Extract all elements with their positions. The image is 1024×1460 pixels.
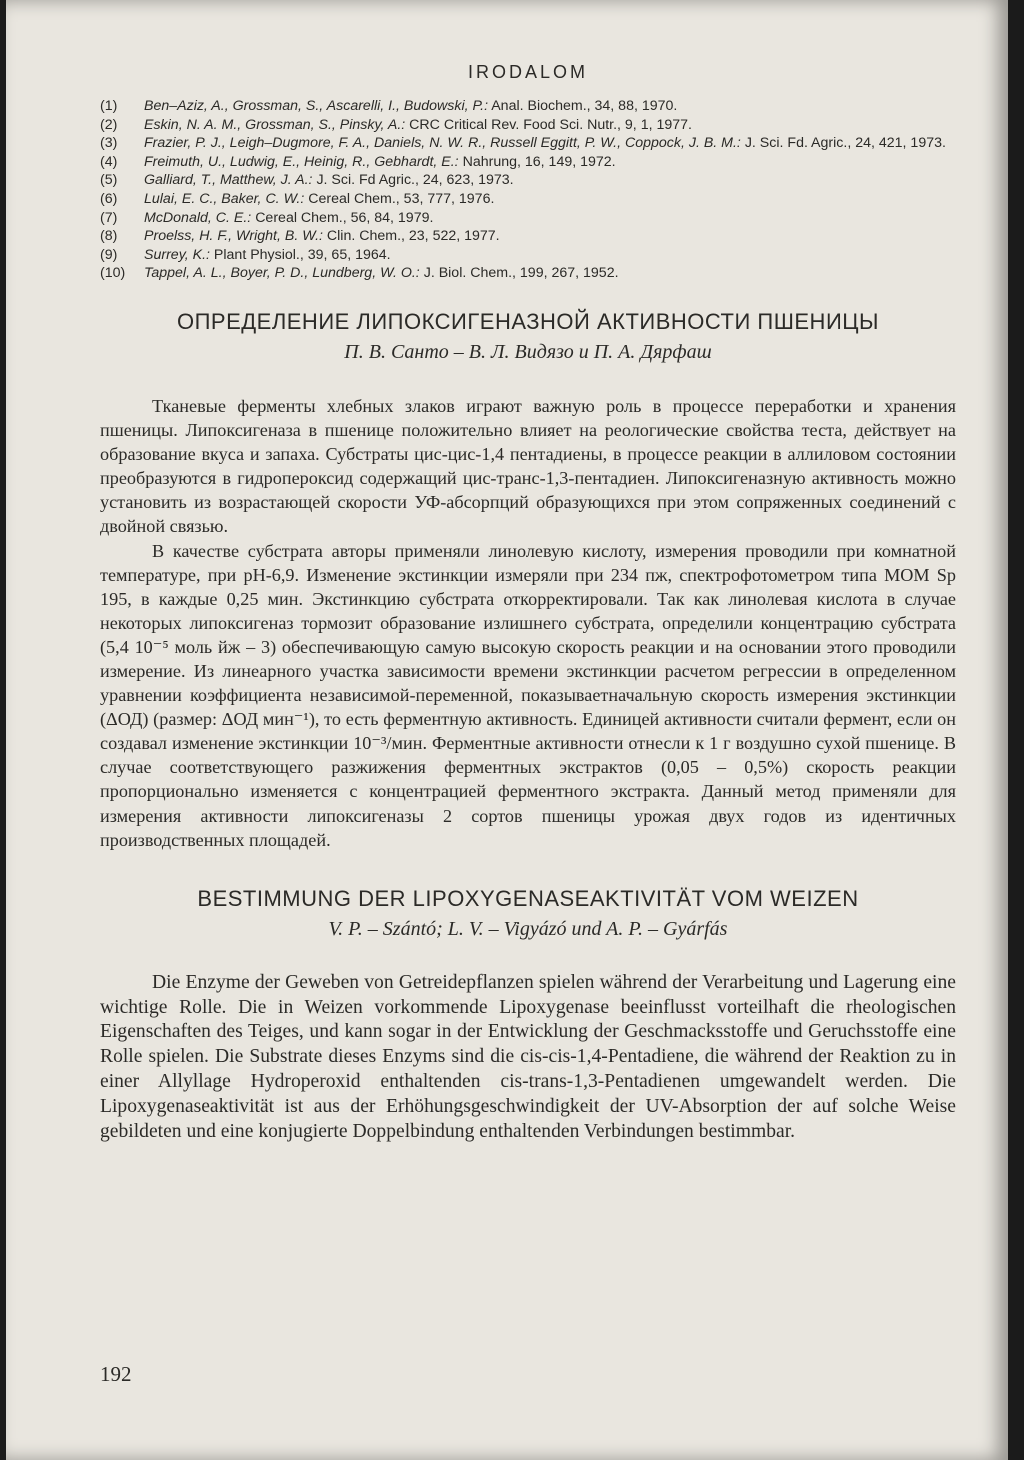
reference-authors: Ben–Aziz, A., Grossman, S., Ascarelli, I., Budowski, P.: — [144, 98, 489, 114]
german-paragraph-1: Die Enzyme der Geweben von Getreidepflanzen spielen während der Verarbeitung und Lagerung eine wichtige Rolle. Die in Weizen vorkommende Lipoxygenase beeinflusst vorteilhaft die rheologischen Eigenschaften des Teiges, und kann sogar in der Entwicklung der Geschmacksstoffe und Geruchsstoffe eine Rolle spielen. Die Substrate dieses Enzyms sind die cis-cis-1,4-Pentadiene, die während der Reaktion zu in einer Allyllage Hydroperoxid enthaltenden cis-trans-1,3-Pentadienen umgewandelt werden. Die Lipoxygenaseaktivität ist aus der Erhöhungsgeschwindigkeit der UV-Absorption der auf solche Weise gebildeten und eine konjugierte Doppelbindung enthaltenden Verbindungen bestimmbar. — [100, 971, 956, 1142]
reference-item — [100, 116, 956, 135]
german-summary — [100, 886, 956, 1145]
reference-authors: Lulai, E. C., Baker, C. W.: — [144, 190, 305, 207]
reference-source: Clin. Chem., 23, 522, 1977. — [326, 228, 500, 245]
reference-item — [100, 264, 956, 283]
german-title: BESTIMMUNG DER LIPOXYGENASEAKTIVITÄT VOM WEIZEN — [197, 885, 859, 911]
russian-title: ОПРЕДЕЛЕНИЕ ЛИПОКСИГЕНАЗНОЙ АКТИВНОСТИ ПШЕНИЦЫ — [176, 308, 880, 334]
reference-item — [100, 153, 956, 172]
russian-paragraph-1: Тканевые ферменты хлебных злаков играют важную роль в процессе переработки и хранения пшеницы. Липоксигеназа в пшенице положительно влияет на реологические свойства теста, действует на образование вкуса и запаха. Субстраты цис-цис-1,4 пентадиены, в процессе реакции в аллиловом состоянии преобразуются в гидропероксид содержащий цис-транс-1,3-пентадиен. Липоксигеназную активность можно установить из возрастающей скорости УФ-абсорпций образующихся при этом сопряженных соединений с двойной связью. — [100, 395, 956, 537]
russian-paragraph-2: В качестве субстрата авторы применяли линолевую кислоту, измерения проводили при комнатной температуре, при pH-6,9. Изменение экстинкции измеряли при 234 пж, спектрофотометром типа МОМ Sp 195, в каждые 0,25 мин. Экстинкцию субстрата откорректировали. Так как линолевая кислота в случае некоторых липоксигеназ тормозит образование излишнего субстрата, определили концентрацию субстрата (5,4 10⁻⁵ моль йж – 3) обеспечивающую самую высокую скорость реакции и на основании этого проводили измерение. Из линеарного участка зависимости времени экстинкции расчетом регрессии в определенном уравнении коэффициента независимой-переменной, показываетначальную скорость измерения экстинкции (ΔОД) (размер: ΔОД мин⁻¹), то есть ферментную активность. Единицей активности считали фермент, если он создавал изменение экстинкции 10⁻³/мин. Ферментные активности отнесли к 1 г воздушно сухой пшенице. В случае соответствующего разжижения ферментных экстрактов (0,05 – 0,5%) скорость реакции пропорционально изменяется с концентрацией ферментного экстракта. Данный метод применяли для измерения активности липоксигеназы 2 сортов пшеницы урожая двух годов из идентичных производственных площадей. — [100, 540, 956, 850]
reference-source: J. Sci. Fd. Agric., 24, 421, 1973. — [744, 135, 946, 152]
reference-source: J. Sci. Fd Agric., 24, 623, 1973. — [316, 172, 514, 189]
running-head: IRODALOM — [467, 62, 588, 82]
reference-authors: Surrey, K.: — [144, 246, 210, 263]
reference-number: (7) — [100, 209, 118, 226]
reference-source: J. Biol. Chem., 199, 267, 1952. — [423, 265, 619, 282]
page-number: 192 — [100, 1362, 132, 1386]
reference-source: Anal. Biochem., 34, 88, 1970. — [491, 98, 678, 114]
reference-number: (3) — [100, 135, 118, 152]
reference-list — [100, 97, 956, 283]
reference-item — [100, 246, 956, 265]
reference-item — [100, 134, 956, 153]
reference-item — [100, 97, 956, 116]
reference-number: (8) — [100, 228, 118, 245]
reference-source: Cereal Chem., 56, 84, 1979. — [255, 209, 434, 226]
reference-number: (6) — [100, 190, 118, 207]
reference-authors: Galliard, T., Matthew, J. A.: — [144, 172, 313, 189]
reference-number: (9) — [100, 246, 118, 263]
german-byline: V. P. – Szántó; L. V. – Vigyázó und A. P. – Gyárfás — [328, 917, 728, 940]
reference-number: (4) — [100, 153, 118, 170]
russian-summary — [100, 309, 956, 852]
reference-number: (1) — [100, 98, 118, 114]
reference-item — [100, 190, 956, 209]
reference-item — [100, 227, 956, 246]
reference-item — [100, 171, 956, 190]
reference-authors: McDonald, C. E.: — [144, 209, 252, 226]
reference-item — [100, 209, 956, 228]
reference-number: (2) — [100, 116, 118, 133]
document-page — [6, 0, 1008, 1460]
reference-source: CRC Critical Rev. Food Sci. Nutr., 9, 1, 1977. — [409, 116, 692, 133]
reference-number: (10) — [100, 265, 126, 282]
reference-authors: Eskin, N. A. M., Grossman, S., Pinsky, A.: — [144, 116, 406, 133]
reference-authors: Proelss, H. F., Wright, B. W.: — [144, 228, 323, 245]
reference-authors: Freimuth, U., Ludwig, E., Heinig, R., Gebhardt, E.: — [144, 153, 459, 170]
reference-source: Nahrung, 16, 149, 1972. — [462, 153, 616, 170]
reference-source: Plant Physiol., 39, 65, 1964. — [213, 246, 391, 263]
reference-source: Cereal Chem., 53, 777, 1976. — [308, 190, 495, 207]
page-content — [100, 62, 956, 1144]
reference-authors: Tappel, A. L., Boyer, P. D., Lundberg, W. O.: — [144, 265, 420, 282]
reference-authors: Frazier, P. J., Leigh–Dugmore, F. A., Daniels, N. W. R., Russell Eggitt, P. W., Coppock, J. B. M.: — [144, 135, 741, 152]
russian-byline: П. В. Санто – В. Л. Видязо и П. А. Дярфаш — [344, 340, 712, 363]
reference-number: (5) — [100, 172, 118, 189]
